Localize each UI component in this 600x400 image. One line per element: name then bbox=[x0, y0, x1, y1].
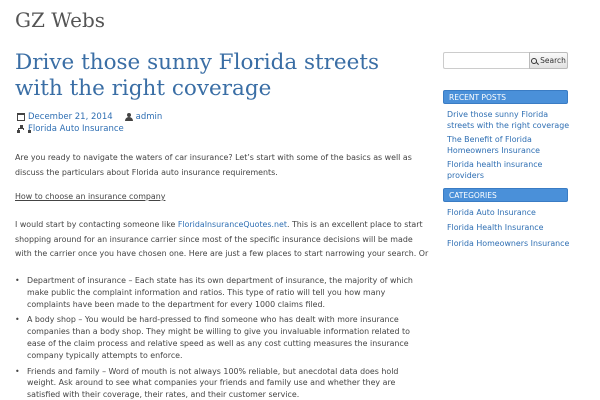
search-button-label: Search bbox=[540, 56, 566, 65]
post-paragraph bbox=[15, 218, 430, 262]
recent-posts-list bbox=[447, 109, 572, 184]
user-icon bbox=[125, 113, 133, 121]
post-meta bbox=[17, 111, 162, 135]
list-item bbox=[447, 222, 572, 233]
list-item bbox=[447, 159, 572, 181]
paragraph-text-after: . This is an excellent place to start shopping around for an insurance carrier since most of the specific insurance decisions will be made with the carrier once you have chosen one. Here are just a few places to start narrowing your search. Or bbox=[15, 220, 429, 258]
list-item: • Friends and family – Word of mouth is not always 100% reliable, but anecdotal data does hold weight. Ask around to see what companies your friends and family use and whether they are satisfied with their coverage, their rates, and their customer service. bbox=[15, 366, 430, 400]
tips-list bbox=[15, 275, 430, 400]
recent-post-link[interactable]: Drive those sunny Florida streets with the right coverage bbox=[447, 110, 570, 130]
search-input[interactable] bbox=[443, 52, 529, 69]
categories-heading: CATEGORIES bbox=[443, 188, 568, 202]
site-title[interactable]: GZ Webs bbox=[15, 8, 106, 32]
category-link[interactable]: Florida Health Insurance bbox=[447, 223, 544, 233]
search-icon bbox=[531, 58, 537, 64]
post-title[interactable]: Drive those sunny Florida streets with the right coverage bbox=[15, 50, 380, 101]
post-subheading: How to choose an insurance company bbox=[15, 192, 166, 201]
post-author-link[interactable]: admin bbox=[135, 112, 163, 122]
calendar-icon bbox=[17, 113, 25, 121]
sitemap-icon bbox=[17, 125, 25, 133]
post-category-link[interactable]: Florida Auto Insurance bbox=[28, 124, 124, 134]
post-intro: Are you ready to navigate the waters of car insurance? Let’s start with some of the basics as well as discuss the particulars about Florida auto insurance requirements. bbox=[15, 153, 412, 177]
list-item bbox=[447, 207, 572, 218]
list-item: • A body shop – You would be hard-pressed to find someone who has dealt with more insurance companies than a body shop. They might be willing to give you invaluable information related to ease of the claim process and relative speed as well as any cost cutting measures the insurance company typically attempts to enforce. bbox=[15, 314, 430, 361]
categories-list bbox=[447, 207, 572, 253]
paragraph-text-before: I would start by contacting someone like bbox=[15, 220, 178, 229]
search-button[interactable] bbox=[529, 52, 568, 69]
list-item: • Department of insurance – Each state has its own department of insurance, the majority of which make public the complaint information and ratios. This type of ratio will tell you how many complaints have been made to the department for every 1000 claims filed. bbox=[15, 275, 430, 310]
post-date-link[interactable]: December 21, 2014 bbox=[28, 112, 113, 122]
insurance-quotes-link[interactable]: FloridaInsuranceQuotes.net bbox=[177, 220, 287, 229]
category-link[interactable]: Florida Auto Insurance bbox=[447, 208, 536, 217]
list-item bbox=[447, 109, 572, 131]
category-link[interactable]: Florida Homeowners Insurance bbox=[447, 238, 570, 248]
list-item bbox=[447, 134, 572, 156]
list-item bbox=[447, 238, 572, 249]
recent-posts-heading: RECENT POSTS bbox=[443, 90, 568, 104]
recent-post-link[interactable]: The Benefit of Florida Homeowners Insurance bbox=[447, 135, 541, 155]
recent-post-link[interactable]: Florida health insurance providers bbox=[447, 160, 543, 180]
